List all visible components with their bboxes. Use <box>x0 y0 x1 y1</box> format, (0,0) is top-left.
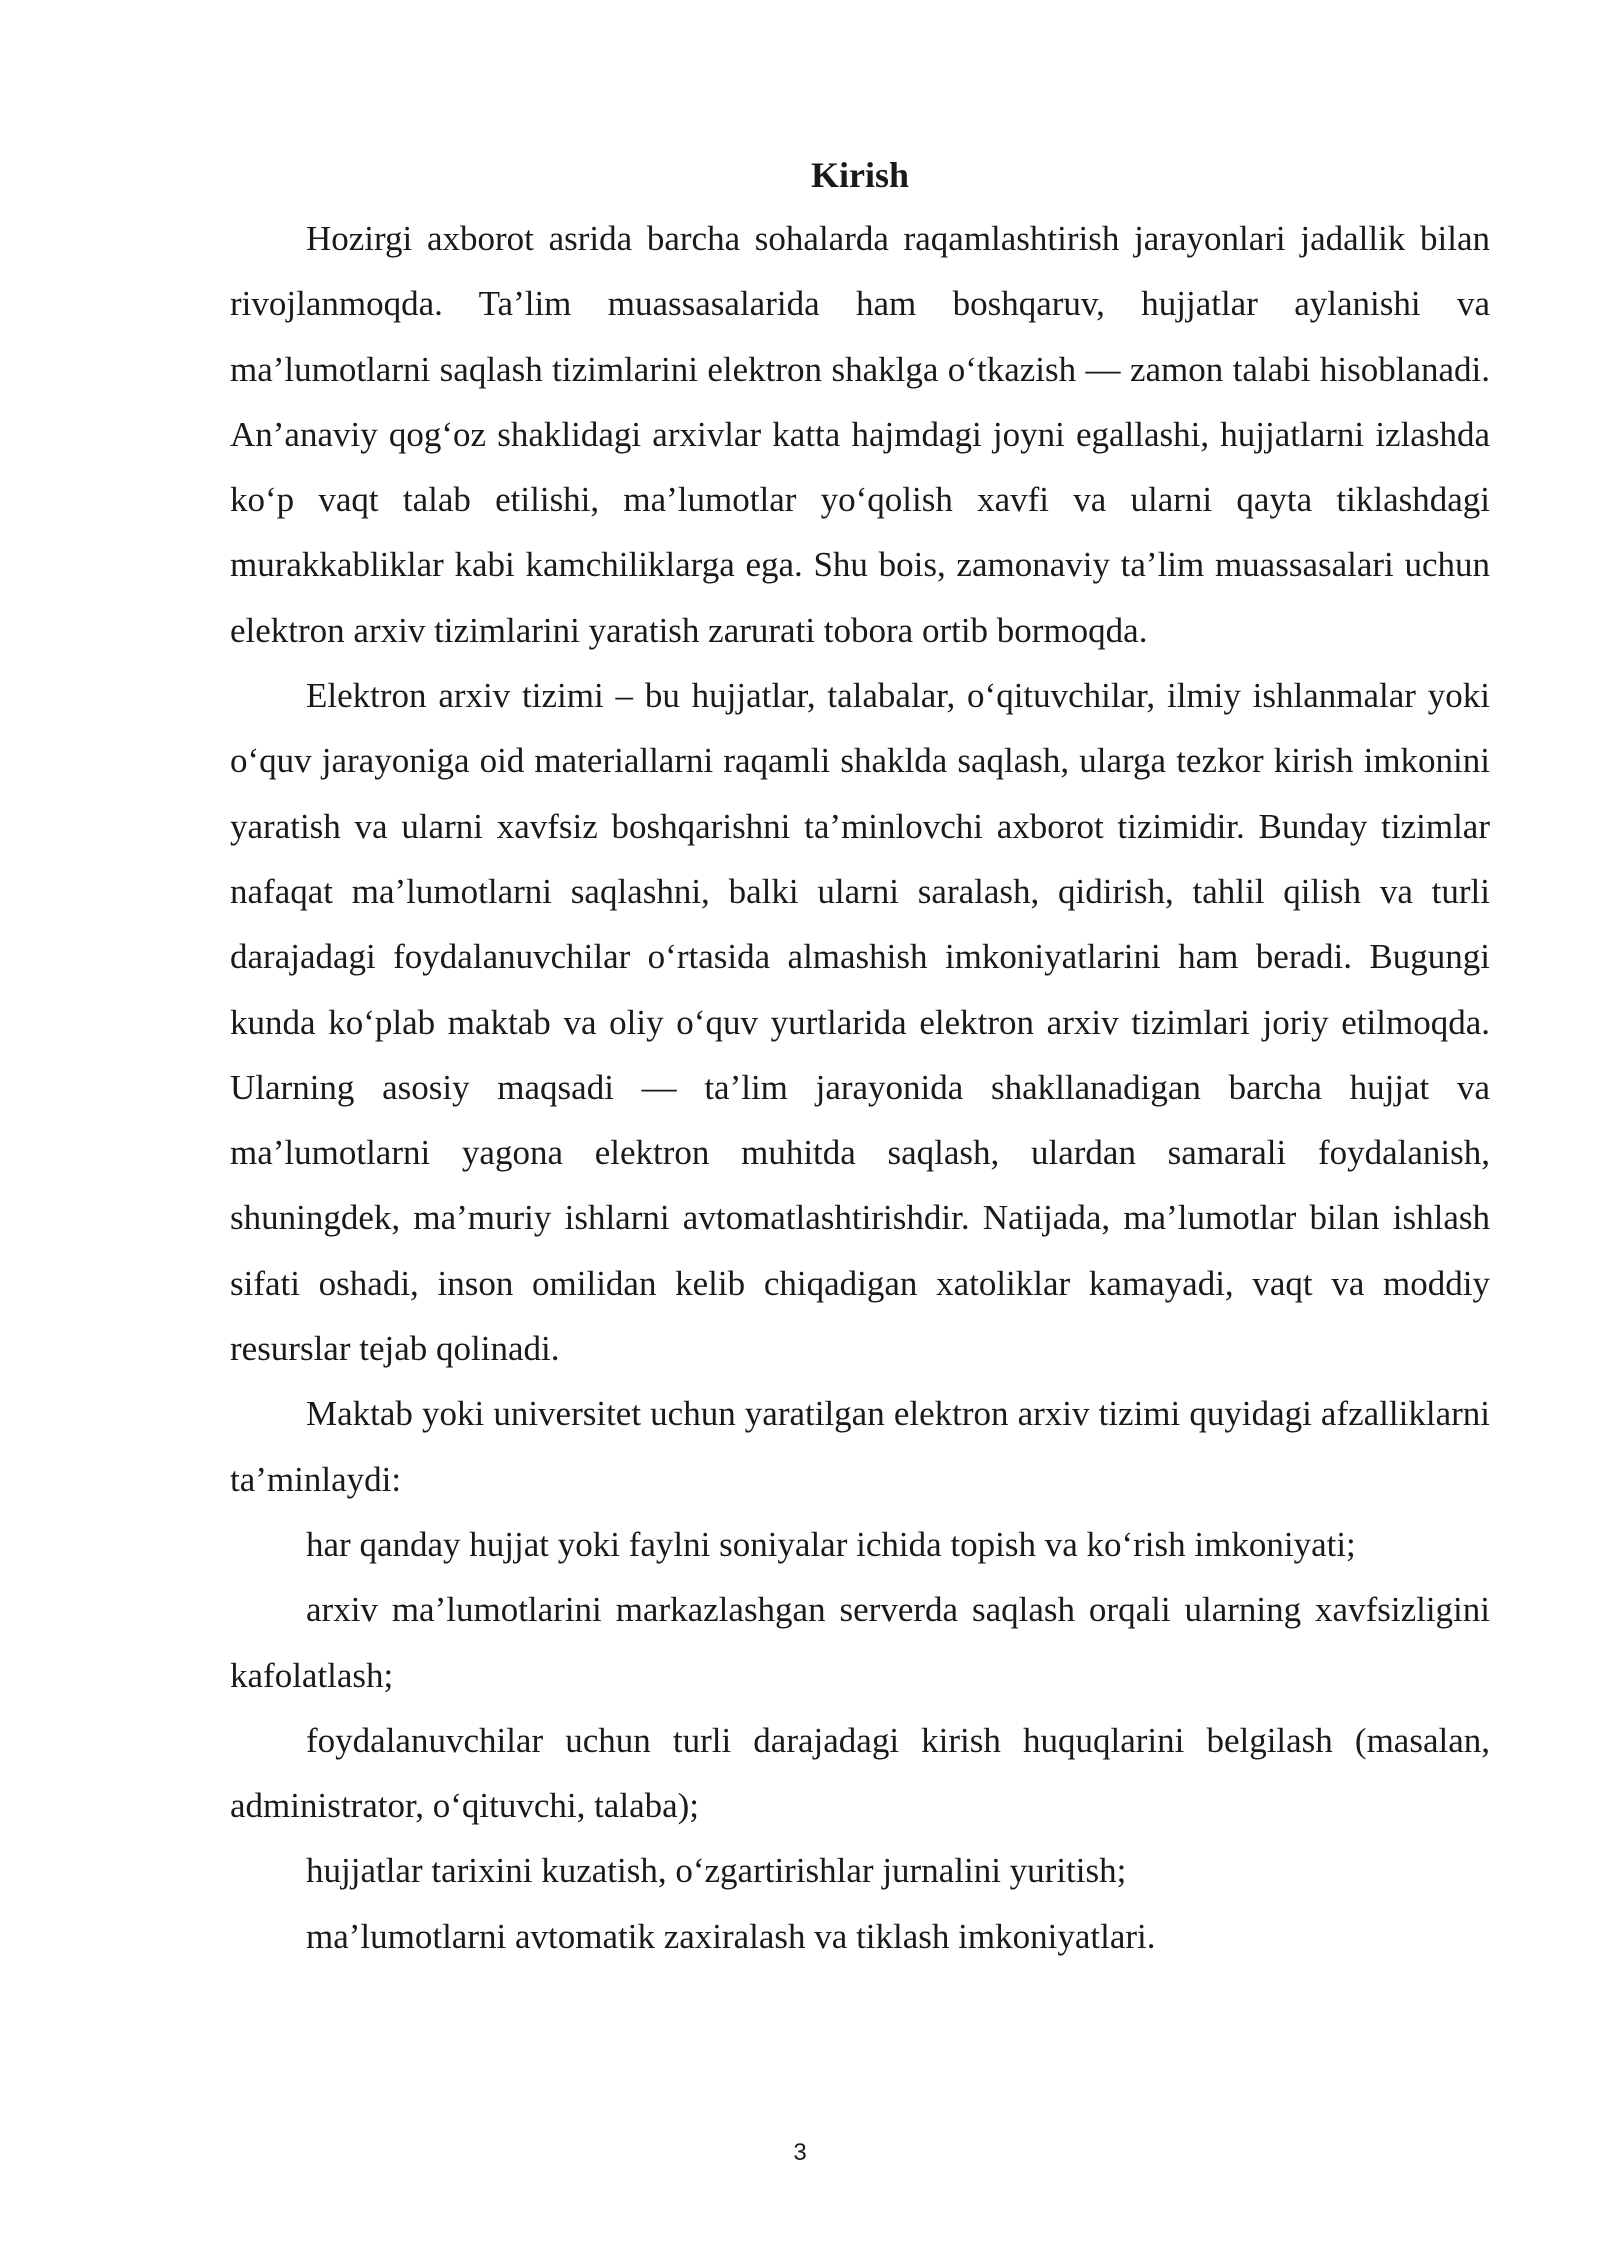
page-title: Kirish <box>810 155 909 195</box>
document-page <box>230 148 1490 1969</box>
paragraph-advantages-lead: Maktab yoki universitet uchun yaratilgan elektron arxiv tizimi quyidagi afzalliklarni ta’minlaydi: <box>230 1394 1490 1499</box>
list-item: foydalanuvchilar uchun turli darajadagi kirish huquqlarini belgilash (masalan, administrator, o‘qituvchi, talaba); <box>230 1720 1490 1826</box>
list-item: har qanday hujjat yoki faylni soniyalar ichida topish va ko‘rish imkoniyati; <box>306 1524 1356 1564</box>
list-item: arxiv ma’lumotlarini markazlashgan serverda saqlash orqali ularning xavfsizligini kafolatlash; <box>230 1590 1490 1695</box>
page-number: 3 <box>793 2139 807 2166</box>
paragraph-definition: Elektron arxiv tizimi – bu hujjatlar, talabalar, o‘qituvchilar, ilmiy ishlanmalar yoki o‘quv jarayoniga oid materiallarni raqamli shaklda saqlash, ularga tezkor kirish imkonini yaratish va ularni xavfsiz boshqarishni ta’minlovchi axborot tizimidir. Bunday tizimlar nafaqat ma’lumotlarni saqlashni, balki ularni saralash, qidirish, tahlil qilish va turli darajadagi foydalanuvchilar o‘rtasida almashish imkoniyatlarini ham beradi. Bugungi kunda ko‘plab maktab va oliy o‘quv yurtlarida elektron arxiv tizimlari joriy etilmoqda. Ularning asosiy maqsadi — ta’lim jarayonida shakllanadigan barcha hujjat va ma’lumotlarni yagona elektron muhitda saqlash, ulardan samarali foydalanish, shuningdek, ma’muriy ishlarni avtomatlashtirishdir. Natijada, ma’lumotlar bilan ishlash sifati oshadi, inson omilidan kelib chiqadigan xatoliklar kamayadi, vaqt va moddiy resurslar tejab qolinadi. <box>230 676 1490 1369</box>
list-item: hujjatlar tarixini kuzatish, o‘zgartirishlar jurnalini yuritish; <box>306 1851 1127 1891</box>
list-item: ma’lumotlarni avtomatik zaxiralash va tiklash imkoniyatlari. <box>306 1916 1156 1956</box>
paragraph-intro: Hozirgi axborot asrida barcha sohalarda raqamlashtirish jarayonlari jadallik bilan rivojlanmoqda. Ta’lim muassasalarida ham boshqaruv, hujjatlar aylanishi va ma’lumotlarni saqlash tizimlarini elektron shaklga o‘tkazish — zamon talabi hisoblanadi. An’anaviy qog‘oz shaklidagi arxivlar katta hajmdagi joyni egallashi, hujjatlarni izlashda ko‘p vaqt talab etilishi, ma’lumotlar yo‘qolish xavfi va ularni qayta tiklashdagi murakkabliklar kabi kamchiliklarga ega. Shu bois, zamonaviy ta’lim muassasalari uchun elektron arxiv tizimlarini yaratish zarurati tobora ortib bormoqda. <box>230 219 1490 650</box>
